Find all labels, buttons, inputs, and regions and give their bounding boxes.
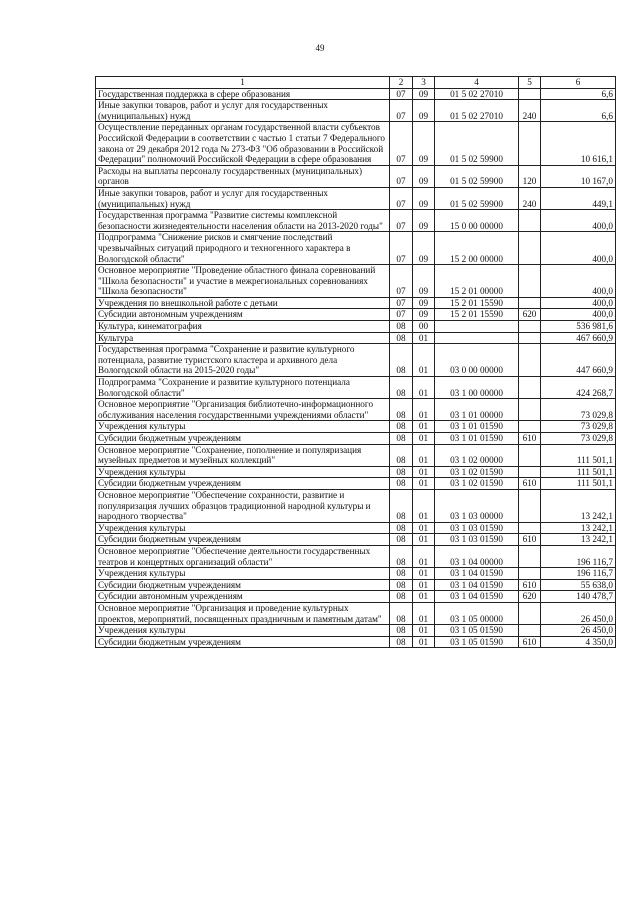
- row-amount: 140 478,7: [541, 591, 616, 603]
- row-amount: 13 242,1: [541, 534, 616, 546]
- section-code: 08: [390, 636, 413, 648]
- row-amount: 10 167,0: [541, 165, 616, 187]
- row-name: Основное мероприятие "Сохранение, пополнение и популяризация музейных предметов и музейных коллекций": [96, 444, 390, 466]
- expense-type-code: [519, 421, 541, 433]
- row-amount: 26 450,0: [541, 625, 616, 637]
- expense-type-code: 610: [519, 579, 541, 591]
- table-row: [96, 444, 616, 466]
- expense-type-code: [519, 232, 541, 265]
- target-article-code: 03 1 02 00000: [435, 444, 519, 466]
- table-row: [96, 187, 616, 209]
- row-amount: 196 116,7: [541, 568, 616, 580]
- row-name: Учреждения по внешкольной работе с детьми: [96, 297, 390, 309]
- table-row: [96, 478, 616, 490]
- row-name: Основное мероприятие "Организация и проведение культурных проектов, мероприятий, посвященных праздничным и памятным датам": [96, 602, 390, 624]
- subsection-code: 01: [413, 466, 435, 478]
- subsection-code: 09: [413, 210, 435, 232]
- expense-type-code: 610: [519, 478, 541, 490]
- subsection-code: 09: [413, 297, 435, 309]
- row-name: Государственная программа "Сохранение и развитие культурного потенциала, развитие туристского кластера и архивного дела Вологодской области на 2015-2020 годы": [96, 344, 390, 377]
- row-name: Субсидии бюджетным учреждениям: [96, 534, 390, 546]
- row-amount: 13 242,1: [541, 489, 616, 522]
- row-name: Подпрограмма "Сохранение и развитие культурного потенциала Вологодской области": [96, 377, 390, 399]
- subsection-code: 01: [413, 545, 435, 567]
- section-code: 08: [390, 377, 413, 399]
- row-name: Культура: [96, 332, 390, 344]
- subsection-code: 01: [413, 344, 435, 377]
- section-code: 08: [390, 433, 413, 445]
- row-name: Основное мероприятие "Организация библиотечно-информационного обслуживания населения государственными учреждениями области": [96, 399, 390, 421]
- section-code: 07: [390, 165, 413, 187]
- row-name: Учреждения культуры: [96, 568, 390, 580]
- target-article-code: 03 1 01 01590: [435, 433, 519, 445]
- table-row: [96, 399, 616, 421]
- expense-type-code: [519, 265, 541, 298]
- expense-type-code: 610: [519, 534, 541, 546]
- header-cell: 6: [541, 77, 616, 89]
- table-header-row: [96, 77, 616, 89]
- target-article-code: 03 1 03 00000: [435, 489, 519, 522]
- row-name: Субсидии бюджетным учреждениям: [96, 433, 390, 445]
- section-code: 07: [390, 232, 413, 265]
- expense-type-code: 620: [519, 591, 541, 603]
- section-code: 08: [390, 344, 413, 377]
- section-code: 08: [390, 545, 413, 567]
- table-body: [96, 77, 616, 648]
- table-row: [96, 210, 616, 232]
- row-name: Иные закупки товаров, работ и услуг для государственных (муниципальных) нужд: [96, 187, 390, 209]
- row-amount: 4 350,0: [541, 636, 616, 648]
- table-row: [96, 232, 616, 265]
- section-code: 08: [390, 321, 413, 333]
- target-article-code: 03 0 00 00000: [435, 344, 519, 377]
- target-article-code: 03 1 00 00000: [435, 377, 519, 399]
- target-article-code: 03 1 05 01590: [435, 636, 519, 648]
- section-code: 07: [390, 122, 413, 165]
- expense-type-code: [519, 399, 541, 421]
- row-name: Иные закупки товаров, работ и услуг для государственных (муниципальных) нужд: [96, 100, 390, 122]
- header-cell: 2: [390, 77, 413, 89]
- row-name: Учреждения культуры: [96, 421, 390, 433]
- row-name: Осуществление переданных органам государственной власти субъектов Российской Федерации в соответствии с частью 1 статьи 7 Федерального закона от 29 декабря 2012 года № 273-ФЗ "Об образовании в Российской Федерации" полномочий Российской Федерации в сфере образования: [96, 122, 390, 165]
- expense-type-code: [519, 522, 541, 534]
- row-name: Субсидии автономным учреждениям: [96, 591, 390, 603]
- row-amount: 6,6: [541, 100, 616, 122]
- expense-type-code: [519, 332, 541, 344]
- target-article-code: 15 0 00 00000: [435, 210, 519, 232]
- target-article-code: 03 1 02 01590: [435, 466, 519, 478]
- section-code: 07: [390, 210, 413, 232]
- table-row: [96, 579, 616, 591]
- row-amount: 196 116,7: [541, 545, 616, 567]
- section-code: 07: [390, 100, 413, 122]
- target-article-code: 03 1 02 01590: [435, 478, 519, 490]
- row-name: Основное мероприятие "Обеспечение сохранности, развитие и популяризация лучших образцов традиционной народной культуры и народного творчества": [96, 489, 390, 522]
- row-amount: 73 029,8: [541, 421, 616, 433]
- section-code: 08: [390, 522, 413, 534]
- budget-table: [95, 76, 616, 648]
- target-article-code: 03 1 05 00000: [435, 602, 519, 624]
- table-row: [96, 332, 616, 344]
- target-article-code: [435, 321, 519, 333]
- expense-type-code: [519, 321, 541, 333]
- table-row: [96, 602, 616, 624]
- section-code: 07: [390, 265, 413, 298]
- section-code: 08: [390, 534, 413, 546]
- table-row: [96, 625, 616, 637]
- section-code: 08: [390, 591, 413, 603]
- section-code: 08: [390, 625, 413, 637]
- subsection-code: 01: [413, 602, 435, 624]
- page-number: 49: [315, 43, 325, 53]
- table-row: [96, 636, 616, 648]
- expense-type-code: 610: [519, 636, 541, 648]
- section-code: 07: [390, 297, 413, 309]
- header-cell: 1: [96, 77, 390, 89]
- row-name: Учреждения культуры: [96, 466, 390, 478]
- section-code: 08: [390, 332, 413, 344]
- target-article-code: 03 1 04 00000: [435, 545, 519, 567]
- target-article-code: 15 2 01 15590: [435, 309, 519, 321]
- target-article-code: 03 1 05 01590: [435, 625, 519, 637]
- expense-type-code: [519, 444, 541, 466]
- section-code: 08: [390, 579, 413, 591]
- expense-type-code: [519, 88, 541, 100]
- target-article-code: 01 5 02 59900: [435, 122, 519, 165]
- row-amount: 55 638,0: [541, 579, 616, 591]
- row-amount: 111 501,1: [541, 478, 616, 490]
- target-article-code: 03 1 03 01590: [435, 522, 519, 534]
- row-amount: 73 029,8: [541, 433, 616, 445]
- expense-type-code: 240: [519, 187, 541, 209]
- table-row: [96, 466, 616, 478]
- row-name: Учреждения культуры: [96, 625, 390, 637]
- expense-type-code: [519, 344, 541, 377]
- section-code: 08: [390, 489, 413, 522]
- target-article-code: 15 2 01 00000: [435, 265, 519, 298]
- subsection-code: 01: [413, 332, 435, 344]
- target-article-code: 15 2 01 15590: [435, 297, 519, 309]
- target-article-code: 15 2 00 00000: [435, 232, 519, 265]
- row-name: Основное мероприятие "Проведение областного финала соревнований "Школа безопасности" и участие в межрегиональных соревнованиях "Школа безопасности": [96, 265, 390, 298]
- header-cell: 5: [519, 77, 541, 89]
- expense-type-code: [519, 568, 541, 580]
- table-row: [96, 591, 616, 603]
- table-row: [96, 321, 616, 333]
- row-amount: 449,1: [541, 187, 616, 209]
- table-row: [96, 545, 616, 567]
- table-row: [96, 165, 616, 187]
- target-article-code: 03 1 01 00000: [435, 399, 519, 421]
- expense-type-code: [519, 489, 541, 522]
- subsection-code: 01: [413, 489, 435, 522]
- subsection-code: 01: [413, 625, 435, 637]
- expense-type-code: 120: [519, 165, 541, 187]
- row-amount: 400,0: [541, 232, 616, 265]
- table-row: [96, 100, 616, 122]
- row-amount: 26 450,0: [541, 602, 616, 624]
- section-code: 08: [390, 602, 413, 624]
- row-name: Субсидии бюджетным учреждениям: [96, 478, 390, 490]
- table-row: [96, 265, 616, 298]
- table-row: [96, 309, 616, 321]
- section-code: 08: [390, 478, 413, 490]
- subsection-code: 00: [413, 321, 435, 333]
- section-code: 08: [390, 568, 413, 580]
- target-article-code: 03 1 01 01590: [435, 421, 519, 433]
- row-amount: 73 029,8: [541, 399, 616, 421]
- expense-type-code: [519, 602, 541, 624]
- expense-type-code: [519, 625, 541, 637]
- section-code: 08: [390, 421, 413, 433]
- row-amount: 400,0: [541, 210, 616, 232]
- table-row: [96, 489, 616, 522]
- table-row: [96, 522, 616, 534]
- target-article-code: 03 1 03 01590: [435, 534, 519, 546]
- expense-type-code: 610: [519, 433, 541, 445]
- section-code: 08: [390, 399, 413, 421]
- expense-type-code: [519, 377, 541, 399]
- subsection-code: 01: [413, 377, 435, 399]
- subsection-code: 09: [413, 88, 435, 100]
- subsection-code: 09: [413, 187, 435, 209]
- target-article-code: [435, 332, 519, 344]
- row-name: Субсидии бюджетным учреждениям: [96, 579, 390, 591]
- section-code: 08: [390, 466, 413, 478]
- section-code: 08: [390, 444, 413, 466]
- row-amount: 111 501,1: [541, 466, 616, 478]
- expense-type-code: [519, 210, 541, 232]
- target-article-code: 03 1 04 01590: [435, 568, 519, 580]
- target-article-code: 03 1 04 01590: [435, 579, 519, 591]
- subsection-code: 01: [413, 478, 435, 490]
- expense-type-code: [519, 466, 541, 478]
- expense-type-code: [519, 297, 541, 309]
- subsection-code: 09: [413, 100, 435, 122]
- table-row: [96, 297, 616, 309]
- subsection-code: 01: [413, 636, 435, 648]
- row-name: Учреждения культуры: [96, 522, 390, 534]
- table-row: [96, 344, 616, 377]
- expense-type-code: 240: [519, 100, 541, 122]
- subsection-code: 01: [413, 444, 435, 466]
- table-row: [96, 534, 616, 546]
- expense-type-code: [519, 122, 541, 165]
- row-name: Государственная поддержка в сфере образования: [96, 88, 390, 100]
- row-amount: 400,0: [541, 265, 616, 298]
- row-name: Культура, кинематография: [96, 321, 390, 333]
- target-article-code: 01 5 02 59900: [435, 187, 519, 209]
- subsection-code: 09: [413, 232, 435, 265]
- subsection-code: 01: [413, 522, 435, 534]
- table-row: [96, 433, 616, 445]
- row-name: Субсидии автономным учреждениям: [96, 309, 390, 321]
- table-row: [96, 377, 616, 399]
- row-amount: 447 660,9: [541, 344, 616, 377]
- row-amount: 111 501,1: [541, 444, 616, 466]
- section-code: 07: [390, 309, 413, 321]
- row-name: Расходы на выплаты персоналу государственных (муниципальных) органов: [96, 165, 390, 187]
- table-row: [96, 88, 616, 100]
- row-amount: 424 268,7: [541, 377, 616, 399]
- subsection-code: 01: [413, 421, 435, 433]
- subsection-code: 01: [413, 534, 435, 546]
- subsection-code: 09: [413, 165, 435, 187]
- subsection-code: 09: [413, 122, 435, 165]
- header-cell: 3: [413, 77, 435, 89]
- row-amount: 400,0: [541, 297, 616, 309]
- row-name: Субсидии бюджетным учреждениям: [96, 636, 390, 648]
- target-article-code: 01 5 02 27010: [435, 100, 519, 122]
- subsection-code: 01: [413, 568, 435, 580]
- subsection-code: 09: [413, 265, 435, 298]
- subsection-code: 01: [413, 399, 435, 421]
- row-name: Государственная программа "Развитие системы комплексной безопасности жизнедеятельности населения области на 2013-2020 годы": [96, 210, 390, 232]
- table-row: [96, 122, 616, 165]
- row-amount: 536 981,6: [541, 321, 616, 333]
- row-amount: 400,0: [541, 309, 616, 321]
- expense-type-code: 620: [519, 309, 541, 321]
- header-cell: 4: [435, 77, 519, 89]
- target-article-code: 03 1 04 01590: [435, 591, 519, 603]
- subsection-code: 01: [413, 433, 435, 445]
- subsection-code: 09: [413, 309, 435, 321]
- row-amount: 10 616,1: [541, 122, 616, 165]
- subsection-code: 01: [413, 579, 435, 591]
- expense-type-code: [519, 545, 541, 567]
- section-code: 07: [390, 187, 413, 209]
- target-article-code: 01 5 02 27010: [435, 88, 519, 100]
- table-row: [96, 568, 616, 580]
- row-amount: 13 242,1: [541, 522, 616, 534]
- section-code: 07: [390, 88, 413, 100]
- row-name: Основное мероприятие "Обеспечение деятельности государственных театров и концертных организаций области": [96, 545, 390, 567]
- target-article-code: 01 5 02 59900: [435, 165, 519, 187]
- row-amount: 6,6: [541, 88, 616, 100]
- row-name: Подпрограмма "Снижение рисков и смягчение последствий чрезвычайных ситуаций природного и техногенного характера в Вологодской области": [96, 232, 390, 265]
- table-row: [96, 421, 616, 433]
- row-amount: 467 660,9: [541, 332, 616, 344]
- subsection-code: 01: [413, 591, 435, 603]
